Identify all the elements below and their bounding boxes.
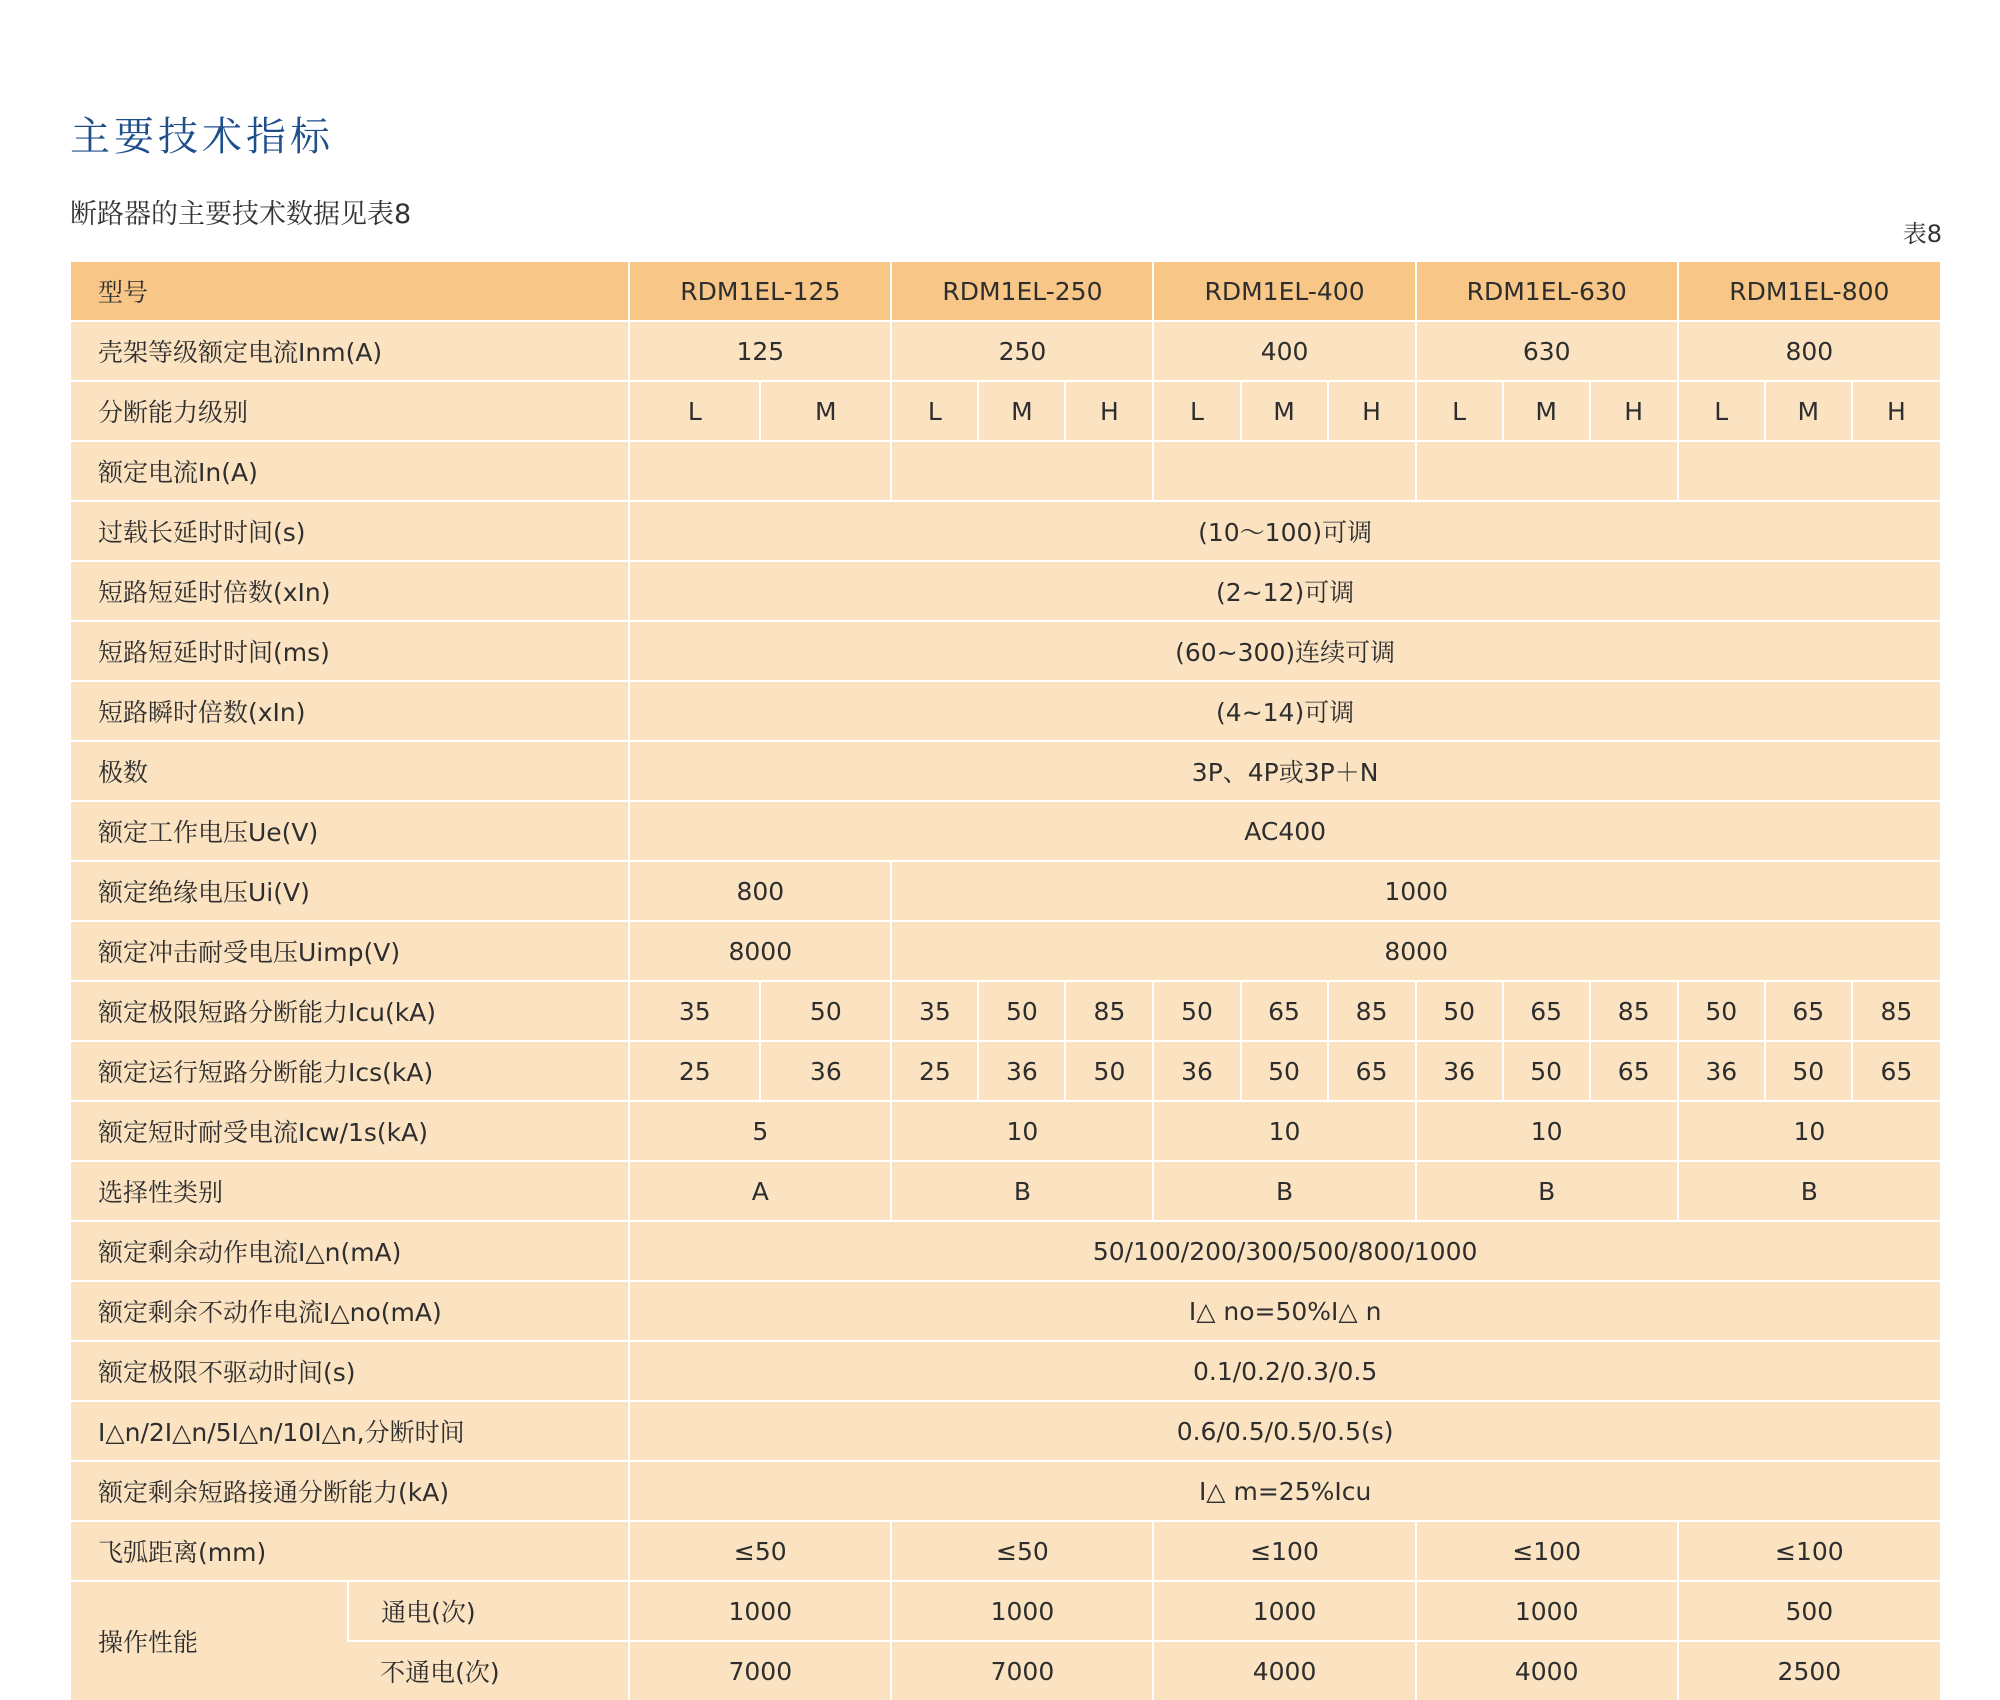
table-cell: 65 — [1503, 981, 1590, 1041]
table-cell: 65 — [1328, 1041, 1416, 1101]
table-cell: 250 — [891, 321, 1153, 381]
table-header-row — [71, 262, 1940, 321]
table-cell — [891, 441, 1153, 501]
table-row — [71, 1281, 1940, 1341]
table-cell: 8000 — [891, 921, 1940, 981]
table-row — [71, 1461, 1940, 1521]
table-cell: (4~14)可调 — [629, 681, 1940, 741]
table-cell: I△ no=50%I△ n — [629, 1281, 1940, 1341]
table-cell: 35 — [891, 981, 978, 1041]
table-cell: 65 — [1241, 981, 1328, 1041]
table-cell: H — [1065, 381, 1153, 441]
model-cell: RDM1EL-125 — [629, 262, 891, 321]
table-row — [71, 441, 1940, 501]
table-cell: 50 — [978, 981, 1065, 1041]
table-cell: (10～100)可调 — [629, 501, 1940, 561]
row-label: 过载长延时时间(s) — [71, 501, 629, 561]
row-label: 壳架等级额定电流Inm(A) — [71, 321, 629, 381]
table-cell: 1000 — [1153, 1581, 1415, 1641]
table-cell: 10 — [1678, 1101, 1940, 1161]
table-cell: ≤100 — [1678, 1521, 1940, 1581]
table-cell: 0.1/0.2/0.3/0.5 — [629, 1341, 1940, 1401]
table-cell: L — [1153, 381, 1240, 441]
table-cell: 50 — [1065, 1041, 1153, 1101]
table-row — [71, 1401, 1940, 1461]
table-cell — [1678, 441, 1940, 501]
table-cell: 1000 — [1416, 1581, 1678, 1641]
table-row — [71, 321, 1940, 381]
table-cell: 65 — [1852, 1041, 1940, 1101]
table-row — [71, 381, 1940, 441]
table-cell: 36 — [1678, 1041, 1765, 1101]
table-cell: 35 — [629, 981, 760, 1041]
table-cell: M — [978, 381, 1065, 441]
table-cell: 50 — [1503, 1041, 1590, 1101]
table-cell: B — [1153, 1161, 1415, 1221]
row-sublabel: 通电(次) — [348, 1581, 629, 1641]
table-cell: 1000 — [891, 861, 1940, 921]
table-cell: (2~12)可调 — [629, 561, 1940, 621]
spec-table — [71, 262, 1940, 1700]
table-cell: 10 — [1416, 1101, 1678, 1161]
table-row — [71, 981, 1940, 1041]
row-sublabel: 不通电(次) — [348, 1641, 629, 1700]
table-cell: L — [629, 381, 760, 441]
table-cell: 500 — [1678, 1581, 1940, 1641]
table-number: 表8 — [1902, 220, 1942, 248]
row-label: 额定运行短路分断能力Ics(kA) — [71, 1041, 629, 1101]
table-cell: 5 — [629, 1101, 891, 1161]
table-cell: 85 — [1328, 981, 1416, 1041]
table-cell: H — [1590, 381, 1678, 441]
row-label: 额定剩余短路接通分断能力(kA) — [71, 1461, 629, 1521]
table-cell: (60~300)连续可调 — [629, 621, 1940, 681]
table-cell: 1000 — [629, 1581, 891, 1641]
table-row — [71, 561, 1940, 621]
table-cell: 50 — [1241, 1041, 1328, 1101]
table-cell: 25 — [891, 1041, 978, 1101]
table-cell: 800 — [1678, 321, 1940, 381]
table-cell: 50/100/200/300/500/800/1000 — [629, 1221, 1940, 1281]
table-cell: 0.6/0.5/0.5/0.5(s) — [629, 1401, 1940, 1461]
row-label: 短路短延时倍数(xIn) — [71, 561, 629, 621]
table-cell: 65 — [1765, 981, 1852, 1041]
table-cell: 50 — [1765, 1041, 1852, 1101]
table-cell: 10 — [891, 1101, 1153, 1161]
table-cell: M — [1503, 381, 1590, 441]
table-row — [71, 1041, 1940, 1101]
table-row — [71, 801, 1940, 861]
table-row — [71, 621, 1940, 681]
table-cell: 25 — [629, 1041, 760, 1101]
table-row — [71, 1161, 1940, 1221]
table-cell: 800 — [629, 861, 891, 921]
table-cell: L — [891, 381, 978, 441]
table-cell: 65 — [1590, 1041, 1678, 1101]
table-cell: 3P、4P或3P＋N — [629, 741, 1940, 801]
table-cell: 36 — [1153, 1041, 1240, 1101]
row-label: 短路瞬时倍数(xIn) — [71, 681, 629, 741]
table-cell: I△ m=25%Icu — [629, 1461, 1940, 1521]
table-row — [71, 1101, 1940, 1161]
table-row — [71, 1641, 1940, 1700]
row-label: I△n/2I△n/5I△n/10I△n,分断时间 — [71, 1401, 629, 1461]
row-label: 额定电流In(A) — [71, 441, 629, 501]
table-row — [71, 921, 1940, 981]
row-label: 操作性能 — [71, 1581, 348, 1700]
row-label: 额定极限短路分断能力Icu(kA) — [71, 981, 629, 1041]
table-cell: M — [1765, 381, 1852, 441]
table-cell: M — [1241, 381, 1328, 441]
table-cell: 85 — [1065, 981, 1153, 1041]
row-label: 额定绝缘电压Ui(V) — [71, 861, 629, 921]
table-cell: B — [1416, 1161, 1678, 1221]
table-cell: 36 — [760, 1041, 891, 1101]
table-cell: ≤50 — [891, 1521, 1153, 1581]
table-row — [71, 1341, 1940, 1401]
table-cell: AC400 — [629, 801, 1940, 861]
table-cell: 50 — [1153, 981, 1240, 1041]
table-cell: 8000 — [629, 921, 891, 981]
table-cell — [1153, 441, 1415, 501]
row-label: 分断能力级别 — [71, 381, 629, 441]
table-cell: ≤100 — [1416, 1521, 1678, 1581]
table-row — [71, 681, 1940, 741]
table-cell: B — [1678, 1161, 1940, 1221]
table-cell: 2500 — [1678, 1641, 1940, 1700]
intro-text: 断路器的主要技术数据见表8 — [70, 199, 412, 230]
model-cell: RDM1EL-630 — [1416, 262, 1678, 321]
table-cell: 85 — [1852, 981, 1940, 1041]
model-cell: RDM1EL-400 — [1153, 262, 1415, 321]
table-cell: H — [1328, 381, 1416, 441]
table-row — [71, 1581, 1940, 1641]
table-cell: 36 — [978, 1041, 1065, 1101]
table-cell: 85 — [1590, 981, 1678, 1041]
table-cell: ≤50 — [629, 1521, 891, 1581]
table-cell: 400 — [1153, 321, 1415, 381]
model-cell: RDM1EL-250 — [891, 262, 1153, 321]
table-cell — [1416, 441, 1678, 501]
table-cell: 10 — [1153, 1101, 1415, 1161]
table-cell: 4000 — [1416, 1641, 1678, 1700]
table-cell: 50 — [1416, 981, 1503, 1041]
row-label: 极数 — [71, 741, 629, 801]
row-label: 额定极限不驱动时间(s) — [71, 1341, 629, 1401]
table-cell: 36 — [1416, 1041, 1503, 1101]
table-cell: B — [891, 1161, 1153, 1221]
table-cell: ≤100 — [1153, 1521, 1415, 1581]
table-row — [71, 1221, 1940, 1281]
table-cell: 1000 — [891, 1581, 1153, 1641]
row-label: 短路短延时时间(ms) — [71, 621, 629, 681]
model-label: 型号 — [71, 262, 629, 321]
table-cell: 7000 — [891, 1641, 1153, 1700]
table-row — [71, 861, 1940, 921]
row-label: 飞弧距离(mm) — [71, 1521, 629, 1581]
table-cell: 50 — [760, 981, 891, 1041]
table-cell: 125 — [629, 321, 891, 381]
table-row — [71, 741, 1940, 801]
table-cell: H — [1852, 381, 1940, 441]
table-cell: 4000 — [1153, 1641, 1415, 1700]
table-cell: A — [629, 1161, 891, 1221]
row-label: 额定剩余不动作电流I△no(mA) — [71, 1281, 629, 1341]
row-label: 额定工作电压Ue(V) — [71, 801, 629, 861]
row-label: 额定短时耐受电流Icw/1s(kA) — [71, 1101, 629, 1161]
table-cell: M — [760, 381, 891, 441]
table-cell: 50 — [1678, 981, 1765, 1041]
table-cell: L — [1678, 381, 1765, 441]
table-cell: 630 — [1416, 321, 1678, 381]
model-cell: RDM1EL-800 — [1678, 262, 1940, 321]
table-row — [71, 501, 1940, 561]
row-label: 选择性类别 — [71, 1161, 629, 1221]
table-cell: 7000 — [629, 1641, 891, 1700]
table-cell: L — [1416, 381, 1503, 441]
row-label: 额定剩余动作电流I△n(mA) — [71, 1221, 629, 1281]
table-row — [71, 1521, 1940, 1581]
page-title: 主要技术指标 — [70, 113, 334, 160]
row-label: 额定冲击耐受电压Uimp(V) — [71, 921, 629, 981]
table-cell — [629, 441, 891, 501]
